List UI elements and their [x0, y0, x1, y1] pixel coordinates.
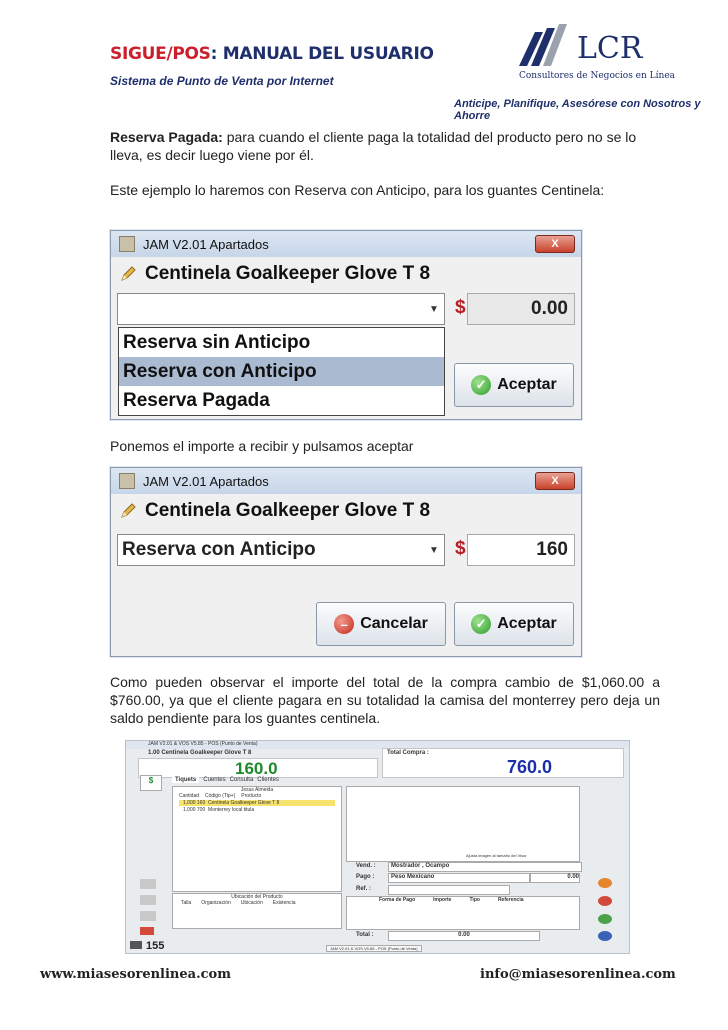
tool-icon[interactable] — [140, 895, 156, 905]
check-icon: ✓ — [471, 614, 491, 634]
lcr-logo — [515, 22, 675, 82]
product-row — [111, 257, 581, 291]
payment-icon[interactable] — [598, 896, 612, 906]
currency-symbol: $ — [455, 538, 466, 559]
price-icon[interactable]: $ — [140, 775, 162, 791]
title-rest: : MANUAL DEL USUARIO — [210, 44, 434, 64]
cancel-label: Cancelar — [360, 615, 428, 632]
print-icon[interactable] — [598, 931, 612, 941]
pencil-icon — [119, 265, 137, 283]
total-bottom-label: Total : — [356, 932, 374, 938]
reserva-options-list — [118, 327, 445, 416]
window-titlebar — [111, 468, 581, 494]
logo-tagline: Consultores de Negocios en Línea — [519, 71, 675, 81]
ticket-panel — [172, 786, 342, 892]
paragraph-reserva-pagada — [110, 128, 660, 164]
pencil-icon — [119, 502, 137, 520]
table-row[interactable]: 1,000 160 Centinela Goalkeeper Glove T 8 — [179, 800, 335, 806]
pos-item-total-box — [138, 758, 378, 778]
accept-label: Aceptar — [497, 615, 557, 632]
term-reserva-pagada: Reserva Pagada: — [110, 129, 223, 145]
title-brand: SIGUE/POS — [110, 44, 211, 64]
product-row — [111, 494, 581, 528]
window-title: JAM V2.01 Apartados — [143, 473, 269, 489]
location-panel — [172, 893, 342, 929]
select-value: Reserva con Anticipo — [122, 539, 316, 560]
product-name: Centinela Goalkeeper Glove T 8 — [145, 500, 431, 521]
ticket-header — [173, 793, 341, 799]
table-row[interactable]: 1,000 700 Monterrey local titula — [183, 807, 255, 813]
app-icon — [119, 236, 135, 252]
accept-button[interactable] — [454, 602, 574, 646]
confirm-icon[interactable] — [598, 914, 612, 924]
location-header: Talla Organización Ubicación Existencia — [181, 900, 296, 906]
document-title — [110, 44, 434, 64]
taskbar-item[interactable]: JAM V2.01 & VOS V5.85 - POS (Punto de Venta) — [326, 945, 422, 952]
reserva-type-select[interactable] — [117, 293, 445, 325]
footer-website[interactable]: www.miasesorenlinea.com — [40, 967, 231, 982]
stop-icon: – — [334, 614, 354, 634]
paragraph-instruction: Ponemos el importe a recibir y pulsamos aceptar — [110, 438, 414, 454]
apartados-window-1 — [110, 230, 582, 420]
definition-text: para cuando el cliente paga la totalidad del producto pero no se lo lleva, es decir luego viene por él. — [110, 129, 637, 163]
tab-tiquets[interactable]: Tiquets — [172, 777, 199, 783]
ref-input[interactable] — [388, 885, 510, 895]
tab-cuentes[interactable]: Cuentes — [203, 777, 226, 783]
document-subtitle: Sistema de Punto de Venta por Internet — [110, 74, 334, 88]
check-icon: ✓ — [471, 375, 491, 395]
option-reserva-pagada[interactable]: Reserva Pagada — [123, 390, 270, 411]
app-icon — [119, 473, 135, 489]
pos-tabs — [172, 777, 279, 783]
reserva-type-select[interactable] — [117, 534, 445, 566]
footer-email[interactable]: info@miasesorenlinea.com — [480, 967, 676, 982]
pago-select[interactable]: Peso Mexicano — [388, 873, 530, 883]
col-codigo: Código (Tip+) — [205, 793, 236, 799]
pos-total-label: Total Compra : — [387, 750, 429, 756]
paragraph-example-intro: Este ejemplo lo haremos con Reserva con Anticipo, para los guantes Centinela: — [110, 182, 605, 198]
pos-screenshot — [125, 740, 630, 954]
fit-image-checkbox[interactable]: Ajusta imagen al tamaño del Visor — [466, 853, 527, 858]
status-count: 155 — [130, 940, 164, 952]
currency-symbol: $ — [455, 297, 466, 318]
pago-label: Pago : — [356, 874, 375, 880]
amount-field[interactable]: 0.00 — [467, 293, 575, 325]
tab-clientes[interactable]: Clientes — [257, 777, 279, 783]
pos-title: JAM V2.01 & VOS V5.85 - POS (Punto de Venta) — [148, 741, 258, 747]
slogan: Anticipe, Planifique, Asesórese con Nosotros y Ahorre — [454, 98, 701, 122]
svg-text:LCR: LCR — [577, 31, 643, 66]
tool-icon[interactable] — [140, 879, 156, 889]
ticket-customer: Jesus Almeida — [240, 787, 274, 793]
col-cantidad: Cantidad — [179, 793, 200, 799]
vend-label: Vend. : — [356, 863, 376, 869]
close-button[interactable]: X — [535, 472, 575, 490]
image-viewer — [346, 786, 580, 862]
cancel-button[interactable] — [316, 602, 446, 646]
amount-field[interactable]: 160 — [467, 534, 575, 566]
accept-button[interactable] — [454, 363, 574, 407]
payments-table — [346, 896, 580, 930]
product-name: Centinela Goalkeeper Glove T 8 — [145, 263, 431, 284]
tab-consulta[interactable]: Consulta — [229, 777, 254, 783]
pos-item-total: 160.0 — [235, 759, 278, 778]
calendar-icon[interactable] — [140, 927, 154, 935]
coins-icon[interactable] — [598, 878, 612, 888]
option-reserva-con-anticipo[interactable]: Reserva con Anticipo — [119, 357, 444, 386]
total-bottom-value: 0.00 — [388, 931, 540, 941]
chevron-down-icon[interactable]: ▼ — [429, 544, 439, 556]
chevron-down-icon[interactable]: ▼ — [429, 303, 439, 315]
pos-line-item: 1.00 Centinela Goalkeeper Glove T 8 — [148, 750, 252, 756]
window-title: JAM V2.01 Apartados — [143, 236, 269, 252]
close-button[interactable]: X — [535, 235, 575, 253]
pos-total-value: 760.0 — [507, 757, 553, 777]
location-title: Ubicación del Producto — [231, 894, 283, 900]
apartados-window-2 — [110, 467, 582, 657]
ref-label: Ref. : — [356, 886, 371, 892]
pago-amount[interactable]: 0.00 — [530, 873, 580, 883]
option-reserva-sin-anticipo[interactable]: Reserva sin Anticipo — [123, 332, 311, 353]
window-titlebar — [111, 231, 581, 257]
paragraph-explanation: Como pueden observar el importe del total de la compra cambio de $1,060.00 a $760.00, ya que el cliente pagara en su totalidad la camisa del monterrey pero deja un saldo pendiente para los guantes centinela. — [110, 674, 660, 726]
vend-select[interactable]: Mostrador , Ocampo — [388, 862, 582, 872]
payments-header: Forma de Pago Importe Tipo Referencia — [379, 897, 524, 903]
accept-label: Aceptar — [497, 376, 557, 393]
pos-total-box — [382, 748, 624, 778]
col-producto: Producto — [241, 793, 262, 799]
tool-icon[interactable] — [140, 911, 156, 921]
barcode-icon — [130, 941, 142, 949]
